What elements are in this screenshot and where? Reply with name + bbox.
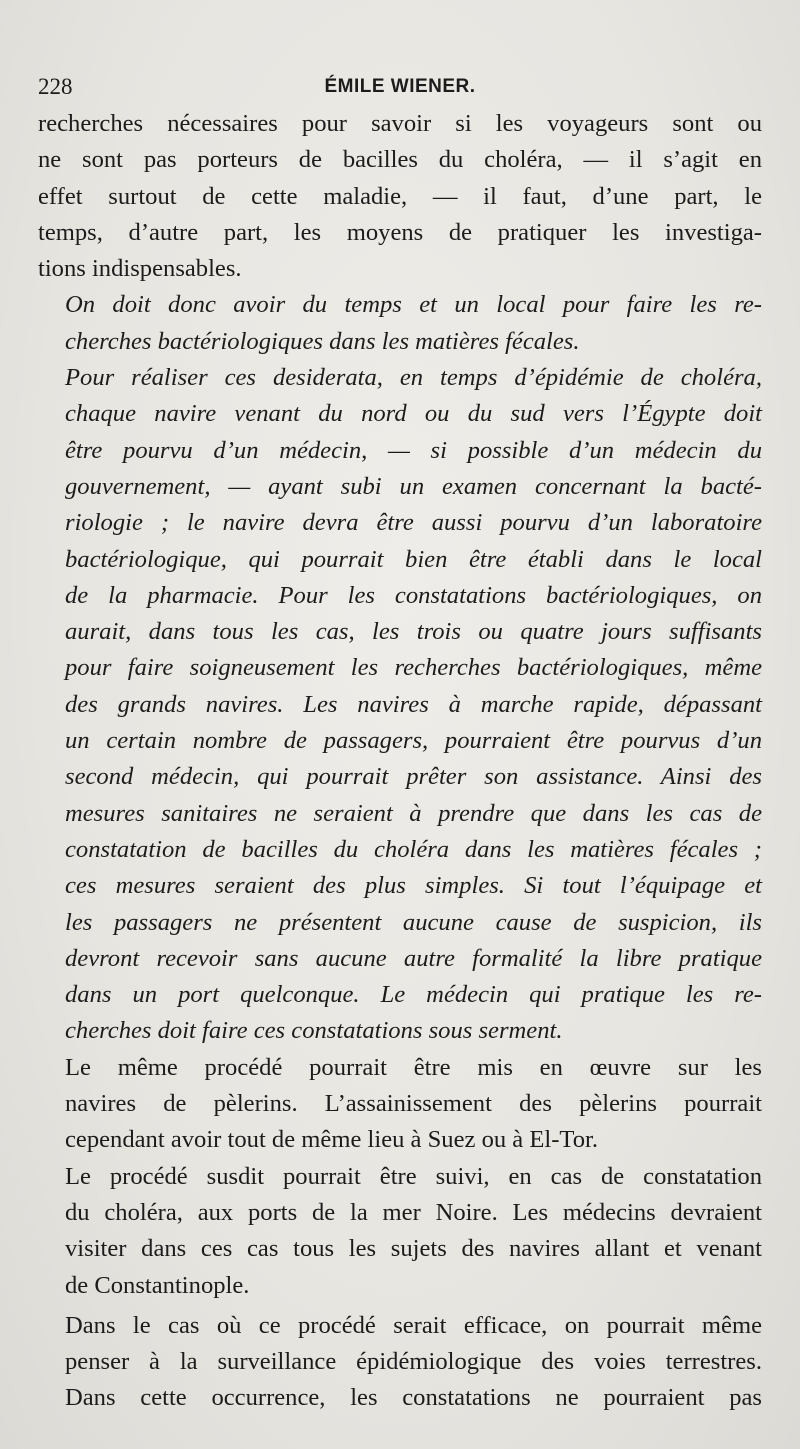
text-line: mesures sanitaires ne seraient à prendre que dans les cas de (65, 799, 762, 827)
text-line: bactériologique, qui pourrait bien être établi dans le local (65, 545, 762, 573)
text-line: cherches doit faire ces constatations sous serment. (65, 1017, 563, 1045)
text-line: visiter dans ces cas tous les sujets des navires allant et venant (65, 1235, 762, 1263)
text-line: riologie ; le navire devra être aussi pourvu d’un laboratoire (65, 509, 762, 537)
text-line: cependant avoir tout de même lieu à Suez ou à El-Tor. (65, 1126, 599, 1154)
paragraph (38, 1308, 762, 1417)
paragraph-italic (38, 287, 762, 360)
text-line: navires de pèlerins. L’assainissement des pèlerins pourrait (65, 1090, 762, 1118)
text-line: aurait, dans tous les cas, les trois ou quatre jours suffisants (65, 618, 762, 646)
text-line: tions indispensables. (38, 255, 242, 283)
text-line: du choléra, aux ports de la mer Noire. Les médecins devraient (65, 1198, 762, 1226)
text-line: effet surtout de cette maladie, — il faut, d’une part, le (38, 182, 762, 210)
text-line: recherches nécessaires pour savoir si les voyageurs sont ou (38, 110, 762, 137)
text-line: On doit donc avoir du temps et un local pour faire les re- (65, 291, 762, 319)
text-line: de la pharmacie. Pour les constatations bactériologiques, on (65, 581, 762, 609)
text-line: Le procédé susdit pourrait être suivi, en cas de constatation (65, 1162, 762, 1190)
text-line: dans un port quelconque. Le médecin qui pratique les re- (65, 981, 762, 1009)
text-line: devront recevoir sans aucune autre formalité la libre pratique (65, 944, 762, 972)
text-line: chaque navire venant du nord ou du sud vers l’Égypte doit (65, 400, 762, 428)
paragraph-italic (38, 360, 762, 1050)
text-line: être pourvu d’un médecin, — si possible d’un médecin du (65, 436, 762, 464)
text-line: gouvernement, — ayant subi un examen concernant la bacté- (65, 472, 762, 500)
paragraph (38, 106, 762, 287)
book-page (38, 70, 762, 1417)
author-header: ÉMILE WIENER. (324, 76, 476, 97)
text-line: des grands navires. Les navires à marche rapide, dépassant (65, 690, 762, 718)
text-line: Le même procédé pourrait être mis en œuvre sur les (65, 1053, 762, 1081)
text-line: penser à la surveillance épidémiologique des voies terrestres. (65, 1348, 762, 1376)
text-line: Dans le cas où ce procédé serait efficace, on pourrait même (65, 1311, 762, 1339)
text-line: les passagers ne présentent aucune cause de suspicion, ils (65, 908, 762, 936)
text-line: un certain nombre de passagers, pourraient être pourvus d’un (65, 727, 762, 755)
text-line: second médecin, qui pourrait prêter son assistance. Ainsi des (65, 763, 762, 791)
text-line: de Constantinople. (65, 1271, 250, 1299)
running-header (38, 70, 762, 106)
paragraph (38, 1159, 762, 1304)
page-number: 228 (38, 74, 73, 99)
text-line: cherches bactériologiques dans les matières fécales. (65, 327, 580, 355)
text-line: pour faire soigneusement les recherches bactériologiques, même (65, 654, 762, 682)
paragraph (38, 1050, 762, 1159)
body-text (38, 106, 762, 1417)
text-line: constatation de bacilles du choléra dans les matières fécales ; (65, 835, 762, 863)
text-line: temps, d’autre part, les moyens de pratiquer les investiga- (38, 218, 762, 246)
text-line: Dans cette occurrence, les constatations ne pourraient pas (65, 1384, 762, 1412)
text-line: ne sont pas porteurs de bacilles du choléra, — il s’agit en (38, 146, 762, 174)
text-line: Pour réaliser ces desiderata, en temps d’épidémie de choléra, (65, 364, 762, 392)
text-line: ces mesures seraient des plus simples. Si tout l’équipage et (65, 872, 762, 900)
